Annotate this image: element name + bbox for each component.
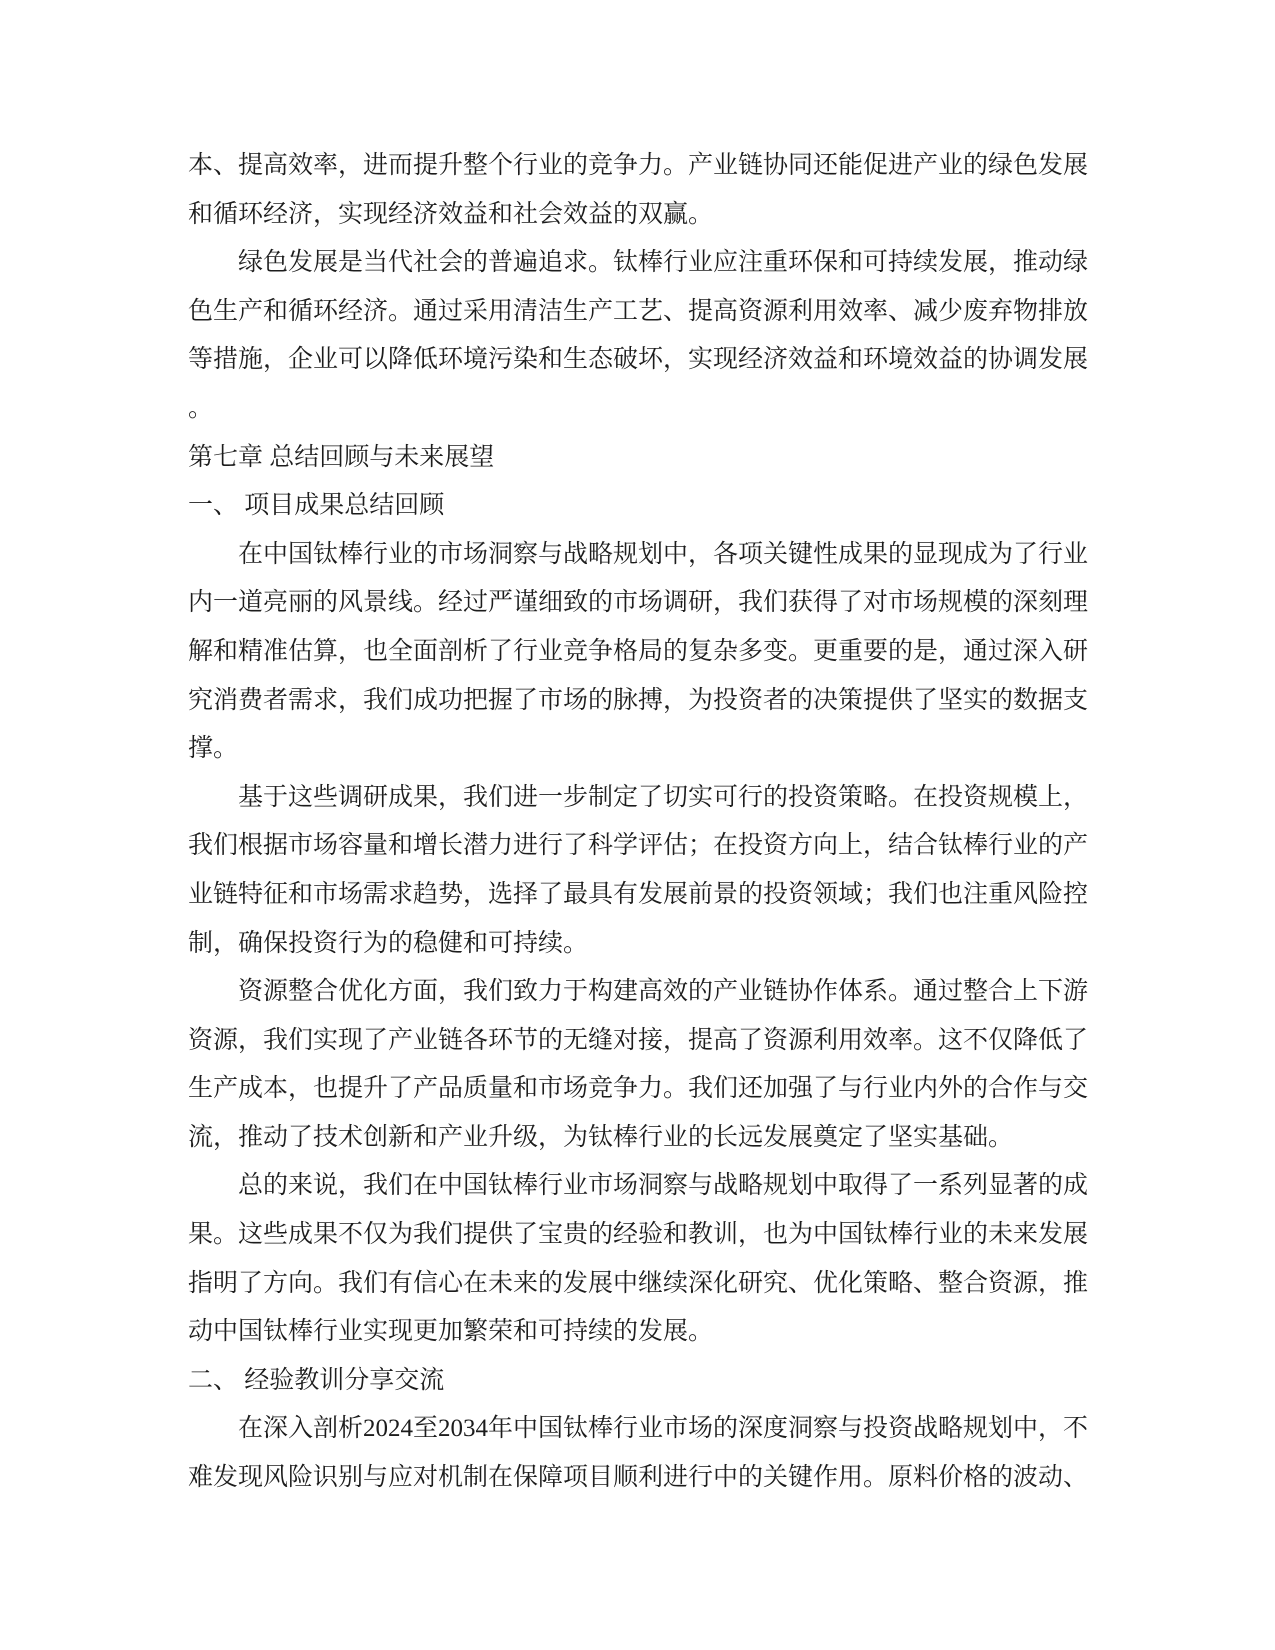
paragraph-investment-strategy — [188, 774, 1088, 968]
text-line: 二、 经验教训分享交流 — [188, 1366, 445, 1394]
text-line: 资源整合优化方面，我们致力于构建高效的产业链协作体系。通过整合上下游 — [238, 978, 1088, 1006]
text-line: 解和精准估算，也全面剖析了行业竞争格局的复杂多变。更重要的是，通过深入研 — [188, 637, 1088, 665]
text-line: 业链特征和市场需求趋势，选择了最具有发展前景的投资领域；我们也注重风险控 — [188, 880, 1088, 908]
text-line: 果。这些成果不仅为我们提供了宝贵的经验和教训，也为中国钛棒行业的未来发展 — [188, 1221, 1088, 1249]
text-line: 流，推动了技术创新和产业升级，为钛棒行业的长远发展奠定了坚实基础。 — [188, 1123, 1014, 1151]
text-line: 一、 项目成果总结回顾 — [188, 492, 445, 520]
paragraph-project-achievements — [188, 531, 1088, 774]
paragraph-risk-identification — [188, 1405, 1088, 1502]
text-line: 在中国钛棒行业的市场洞察与战略规划中，各项关键性成果的显现成为了行业 — [238, 540, 1088, 568]
paragraph-industry-chain-synergy — [188, 142, 1088, 239]
text-line: 本、提高效率，进而提升整个行业的竞争力。产业链协同还能促进产业的绿色发展 — [188, 152, 1088, 179]
document-body — [188, 142, 1088, 1503]
paragraph-summary — [188, 1162, 1088, 1356]
text-line: 撑。 — [188, 735, 239, 763]
text-line: 等措施，企业可以降低环境污染和生态破坏，实现经济效益和环境效益的协调发展 — [188, 346, 1088, 374]
text-line: 难发现风险识别与应对机制在保障项目顺利进行中的关键作用。原料价格的波动、 — [188, 1464, 1088, 1492]
text-line: 资源，我们实现了产业链各环节的无缝对接，提高了资源利用效率。这不仅降低了 — [188, 1026, 1088, 1054]
section-heading-2 — [188, 1357, 1088, 1406]
text-line: 基于这些调研成果，我们进一步制定了切实可行的投资策略。在投资规模上， — [238, 783, 1088, 811]
text-line: 生产成本，也提升了产品质量和市场竞争力。我们还加强了与行业内外的合作与交 — [188, 1075, 1088, 1103]
section-heading-1 — [188, 482, 1088, 531]
text-line: 指明了方向。我们有信心在未来的发展中继续深化研究、优化策略、整合资源，推 — [188, 1269, 1088, 1297]
paragraph-green-development — [188, 239, 1088, 433]
text-line: 色生产和循环经济。通过采用清洁生产工艺、提高资源利用效率、减少废弃物排放 — [188, 297, 1088, 325]
chapter-heading — [188, 434, 1088, 483]
text-line: 究消费者需求，我们成功把握了市场的脉搏，为投资者的决策提供了坚实的数据支 — [188, 686, 1088, 714]
text-line: 制，确保投资行为的稳健和可持续。 — [188, 929, 589, 957]
text-line: 和循环经济，实现经济效益和社会效益的双赢。 — [188, 200, 714, 228]
text-line: 动中国钛棒行业实现更加繁荣和可持续的发展。 — [188, 1318, 714, 1346]
text-line: 在深入剖析2024至2034年中国钛棒行业市场的深度洞察与投资战略规划中，不 — [238, 1415, 1088, 1443]
text-line: 。 — [188, 394, 214, 422]
text-line: 内一道亮丽的风景线。经过严谨细致的市场调研，我们获得了对市场规模的深刻理 — [188, 589, 1088, 617]
paragraph-resource-integration — [188, 968, 1088, 1162]
text-line: 第七章 总结回顾与未来展望 — [188, 443, 495, 471]
text-line: 总的来说，我们在中国钛棒行业市场洞察与战略规划中取得了一系列显著的成 — [238, 1172, 1088, 1200]
text-line: 我们根据市场容量和增长潜力进行了科学评估；在投资方向上，结合钛棒行业的产 — [188, 832, 1088, 860]
text-line: 绿色发展是当代社会的普遍追求。钛棒行业应注重环保和可持续发展，推动绿 — [238, 249, 1088, 277]
